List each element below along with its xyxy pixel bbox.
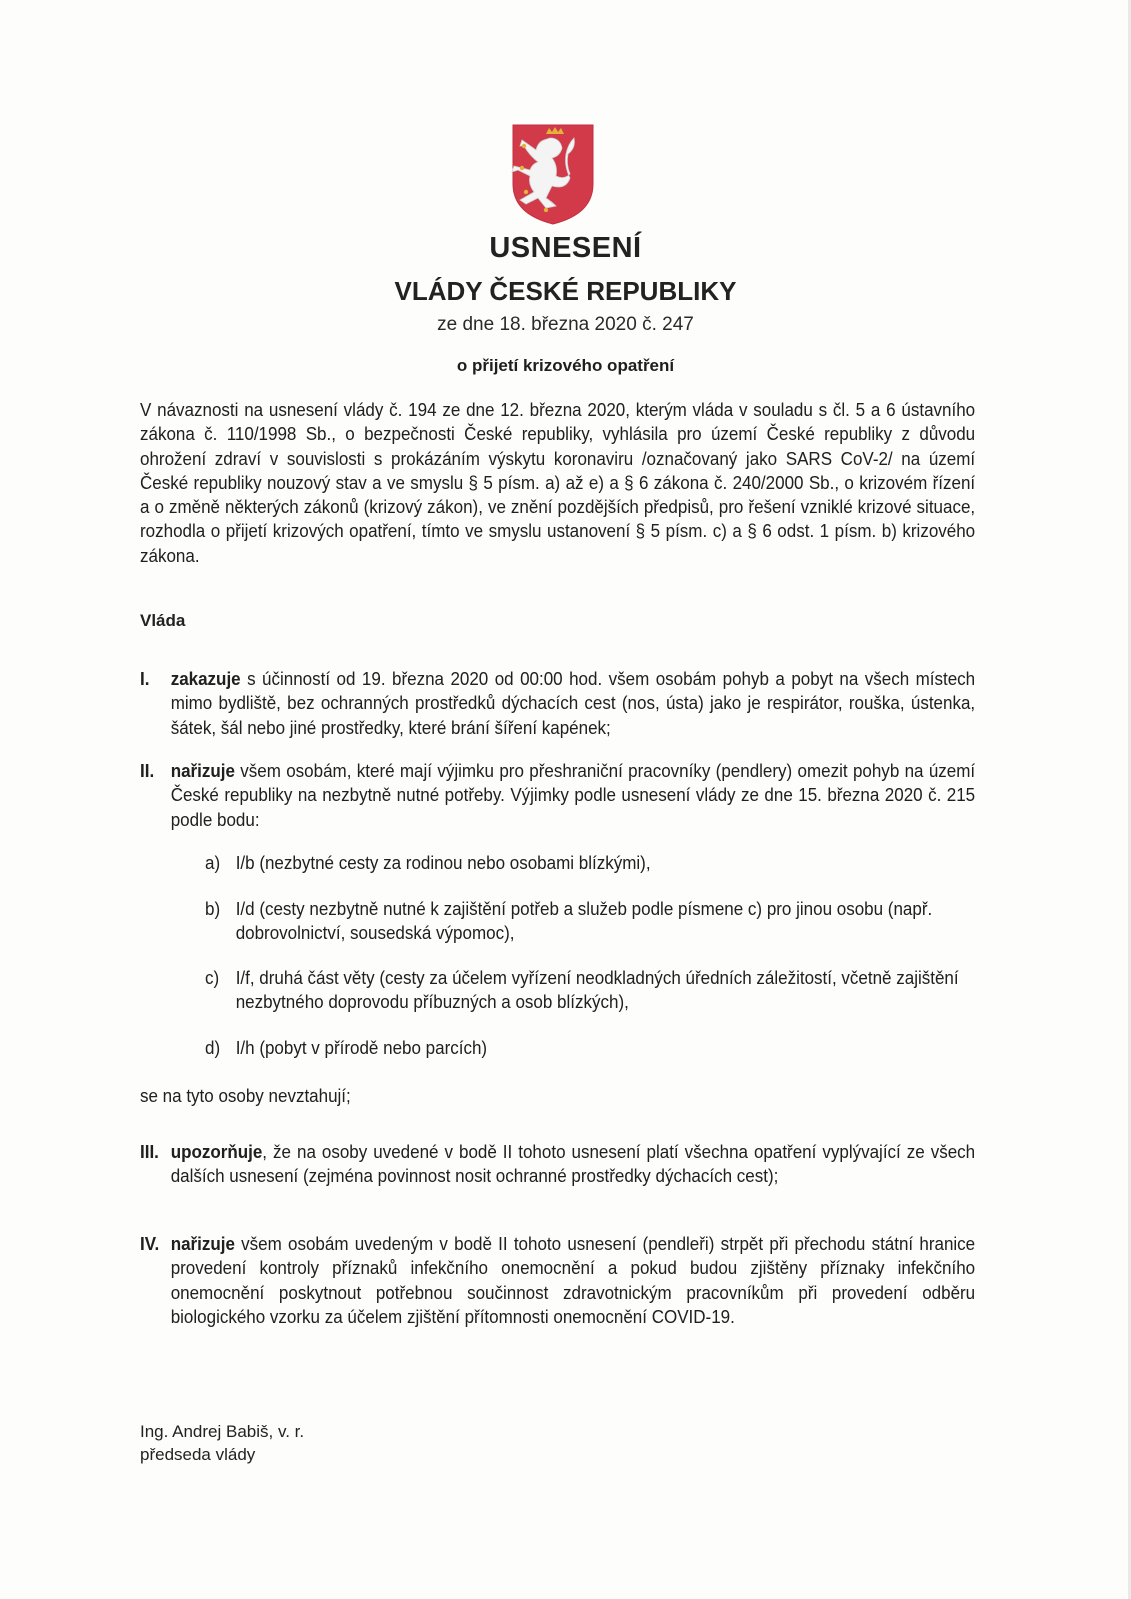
item-verb: zakazuje bbox=[170, 668, 241, 689]
item-verb: nařizuje bbox=[170, 1233, 235, 1254]
item-text: , že na osoby uvedené v bodě II tohoto usnesení platí všechna opatření vyplývající ze všech dalších usnesení (zejména povinnost nosit ochranné prostředky dýchacích cest); bbox=[170, 1141, 976, 1187]
signature-role: předseda vlády bbox=[140, 1445, 256, 1464]
subitem-text: I/d (cesty nezbytně nutné k zajištění potřeb a služeb podle písmene c) pro jinou osobu (např. dobrovolnictví, sousedská výpomoc), bbox=[235, 898, 933, 944]
subitem-letter: a) bbox=[205, 852, 221, 873]
item-text: všem osobám uvedeným v bodě II tohoto usnesení (pendleři) strpět při přechodu státní hranice provedení kontroly příznaků infekčního onemocnění a pokud budou zjištěny příznaky infekčního onemocnění poskytnout potřebnou součinnost zdravotnickým pracovníkům při provedení odběru biologického vzorku za účelem zjištění přítomnosti onemocnění COVID-19. bbox=[170, 1233, 976, 1327]
resolution-item-3 bbox=[140, 1140, 975, 1189]
vlada-label: Vláda bbox=[140, 611, 186, 630]
signature-name: Ing. Andrej Babiš, v. r. bbox=[140, 1422, 305, 1441]
item-text: všem osobám, které mají výjimku pro přeshraniční pracovníky (pendlery) omezit pohyb na území České republiky na nezbytně nutné potřeby. Výjimky podle usnesení vlády ze dne 15. března 2020 č. 215 podle bodu: bbox=[170, 760, 976, 830]
subitem-letter: c) bbox=[205, 967, 220, 988]
document-date-number: ze dne 18. března 2020 č. 247 bbox=[437, 314, 694, 335]
document-issuer: VLÁDY ČESKÉ REPUBLIKY bbox=[394, 276, 737, 306]
subitem-a bbox=[205, 851, 986, 875]
item-verb: upozorňuje bbox=[170, 1141, 263, 1162]
document-subject: o přijetí krizového opatření bbox=[456, 356, 675, 375]
item-number: II. bbox=[140, 760, 155, 781]
document-title: USNESENÍ bbox=[489, 232, 642, 264]
item-number: III. bbox=[140, 1141, 159, 1162]
czech-lion-emblem-icon bbox=[510, 122, 596, 226]
item-number: IV. bbox=[140, 1233, 160, 1254]
item-2-closing: se na tyto osoby nevztahují; bbox=[140, 1085, 351, 1106]
item-text: s účinností od 19. března 2020 od 00:00 hod. všem osobám pohyb a pobyt na všech místech mimo bydliště, bez ochranných prostředků dýchacích cest (nos, ústa) jako je respirátor, rouška, ústenka, šátek, šál nebo jiné prostředky, které brání šíření kapének; bbox=[170, 668, 976, 738]
resolution-item-4 bbox=[140, 1232, 975, 1329]
subitem-c bbox=[205, 966, 986, 1015]
subitem-letter: b) bbox=[205, 898, 221, 919]
subitem-d bbox=[205, 1036, 986, 1060]
subitem-letter: d) bbox=[205, 1037, 221, 1058]
subitem-text: I/f, druhá část věty (cesty za účelem vyřízení neodkladných úředních záležitostí, včetně zajištění nezbytného doprovodu příbuzných a osob blízkých), bbox=[235, 967, 959, 1013]
item-verb: nařizuje bbox=[170, 760, 235, 781]
resolution-item-1 bbox=[140, 667, 975, 740]
intro-paragraph: V návaznosti na usnesení vlády č. 194 ze dne 12. března 2020, kterým vláda v souladu s čl. 5 a 6 ústavního zákona č. 110/1998 Sb., o bezpečnosti České republiky, vyhlásila pro území České republiky z důvodu ohrožení zdraví v souvislosti s prokázáním výskytu koronaviru /označovaný jako SARS CoV-2/ na území České republiky nouzový stav a ve smyslu § 5 písm. a) až e) a § 6 zákona č. 240/2000 Sb., o krizovém řízení a o změně některých zákonů (krizový zákon), ve znění pozdějších předpisů, pro řešení vzniklé krizové situace, rozhodla o přijetí krizových opatření, tímto ve smyslu ustanovení § 5 písm. c) a § 6 odst. 1 písm. b) krizového zákona. bbox=[140, 399, 976, 566]
resolution-item-2 bbox=[140, 759, 975, 832]
item-number: I. bbox=[140, 668, 150, 689]
subitem-b bbox=[205, 897, 986, 946]
subitem-text: I/h (pobyt v přírodě nebo parcích) bbox=[235, 1037, 488, 1058]
subitem-text: I/b (nezbytné cesty za rodinou nebo osobami blízkými), bbox=[235, 852, 651, 873]
